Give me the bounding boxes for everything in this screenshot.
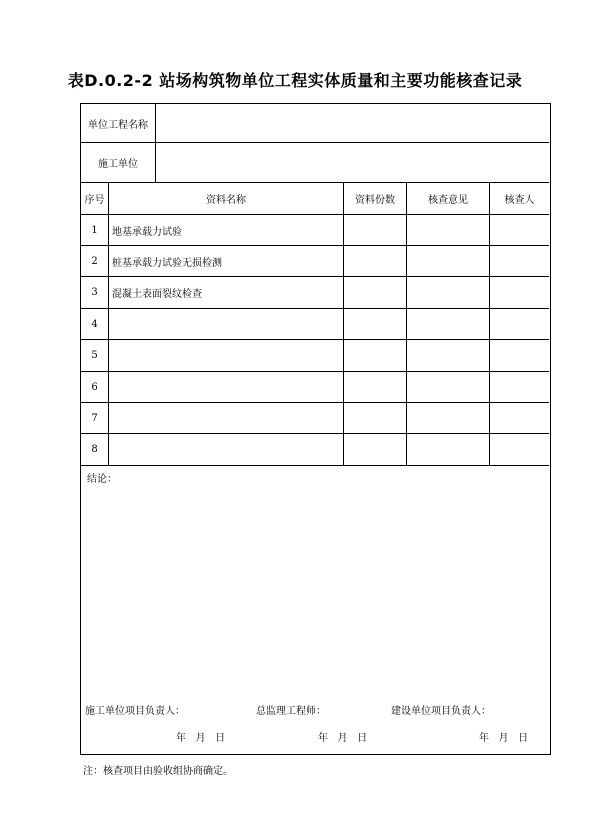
chief-supervisor-label: 总监理工程师：: [256, 706, 326, 717]
unit-project-name-label: 单位工程名称: [88, 119, 148, 131]
date-field: 年 月 日: [176, 733, 226, 744]
row-seq: 6: [91, 381, 98, 393]
row-seq: 8: [91, 444, 98, 455]
row-doc-name: [109, 403, 343, 433]
row-doc-name: [109, 340, 343, 371]
header-check-opinion: 核查意见: [428, 195, 468, 206]
header-seq: 序号: [84, 195, 105, 206]
row-seq: 4: [91, 318, 98, 330]
construction-unit-value[interactable]: [156, 143, 549, 182]
unit-project-name-value[interactable]: [156, 104, 549, 142]
row-seq: 7: [91, 412, 98, 424]
row-seq: 2: [91, 255, 98, 267]
date-field: 年 月 日: [479, 733, 529, 744]
check-record-table: [80, 103, 551, 755]
row-doc-name: 混凝土表面裂纹检查: [112, 289, 202, 300]
row-doc-name: [109, 309, 343, 339]
construction-leader-label: 施工单位项目负责人：: [85, 706, 185, 717]
page-title: 表D.0.2-2 站场构筑物单位工程实体质量和主要功能核查记录: [67, 71, 523, 90]
row-seq: 3: [91, 287, 98, 298]
row-doc-name: 地基承载力试验: [112, 226, 182, 238]
row-doc-name: 桩基承载力试验无损检测: [112, 257, 222, 269]
row-doc-name: [109, 372, 343, 402]
header-checker: 核查人: [504, 195, 535, 206]
date-field: 年 月 日: [318, 733, 368, 744]
construction-unit-label: 施工单位: [98, 159, 138, 170]
conclusion-label: 结论：: [87, 474, 117, 485]
row-doc-name: [109, 434, 343, 465]
row-seq: 5: [91, 350, 98, 361]
header-doc-count: 资料份数: [355, 195, 395, 206]
header-doc-name: 资料名称: [206, 195, 246, 206]
owner-leader-label: 建设单位项目负责人：: [391, 706, 491, 717]
footnote: 注：核查项目由验收组协商确定。: [83, 766, 233, 777]
row-seq: 1: [91, 224, 98, 236]
